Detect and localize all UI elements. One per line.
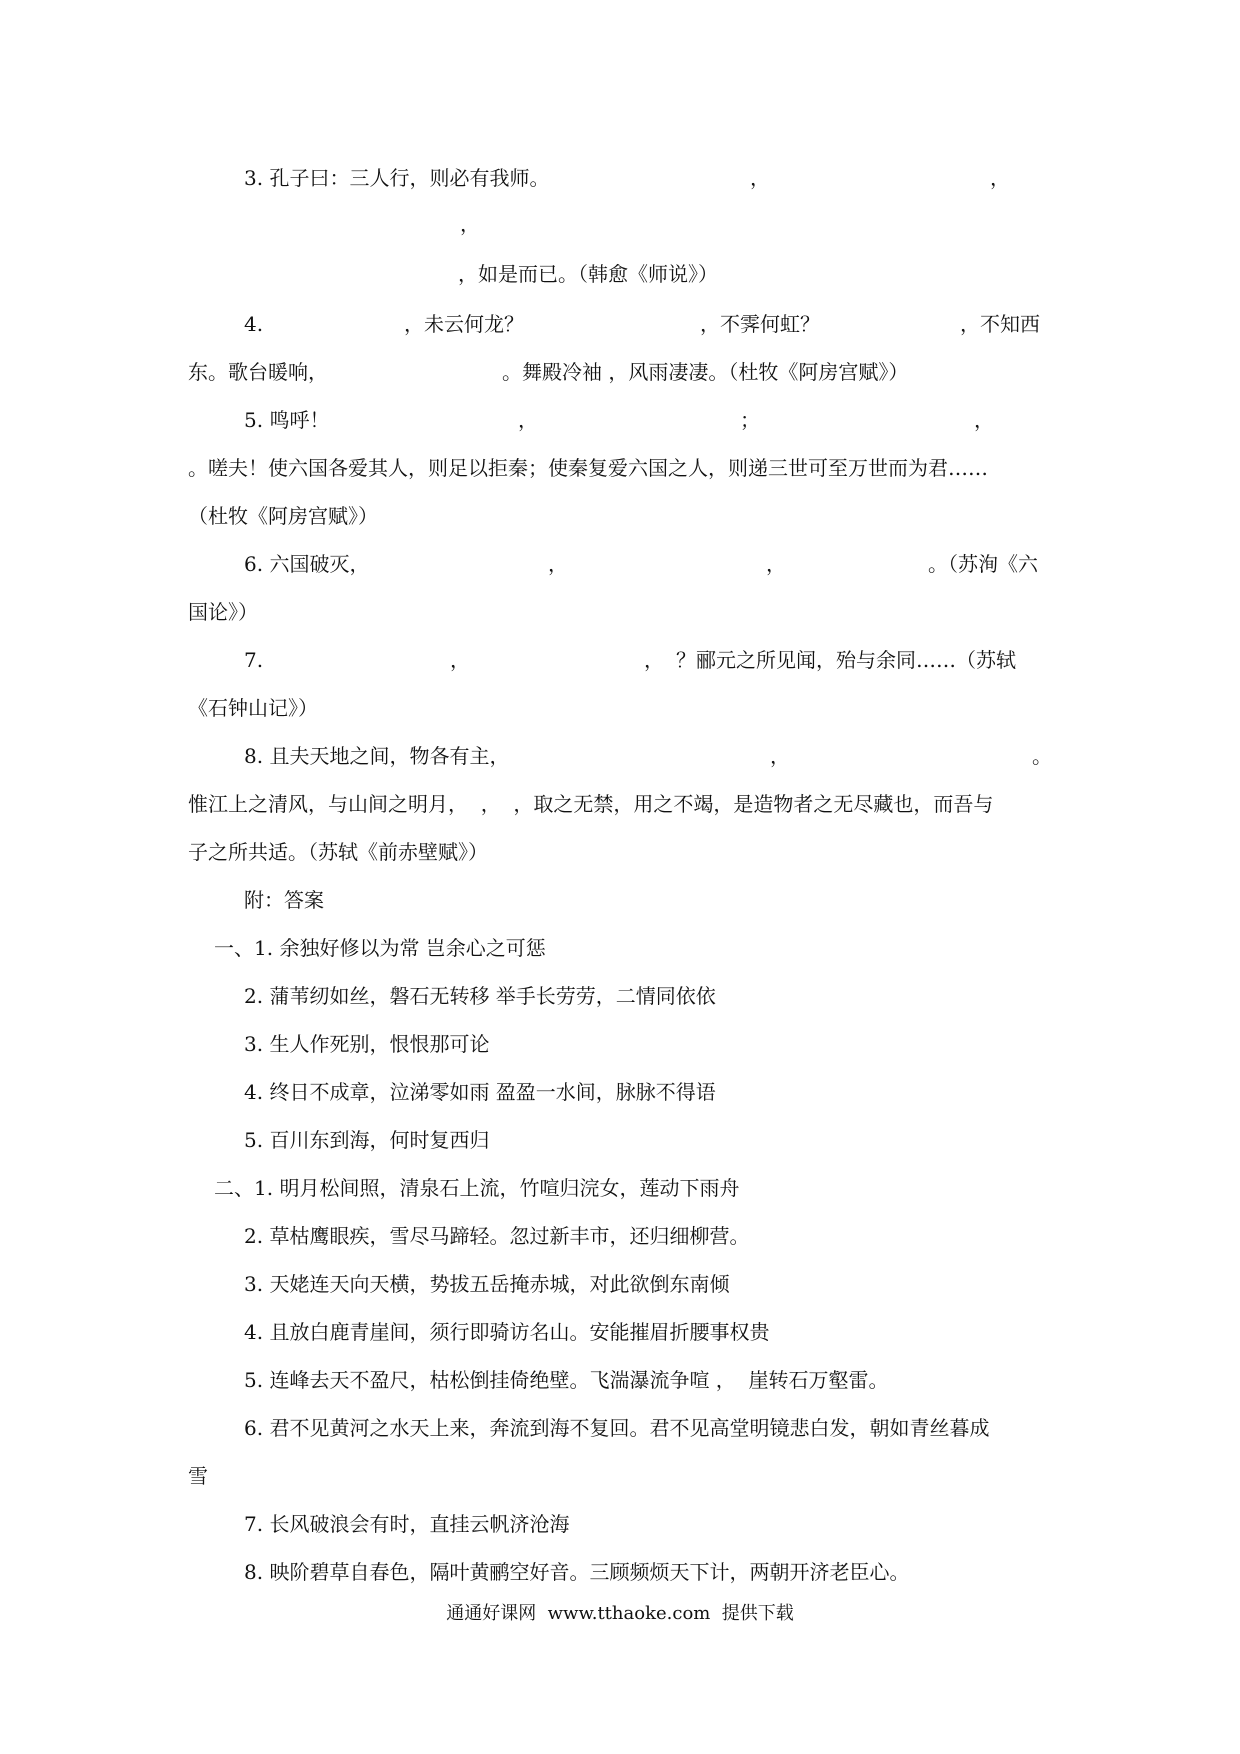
answer-line: 二、1. 明月松间照，清泉石上流，竹喧归浣女，莲动下雨舟 (214, 1176, 740, 1200)
q7-rest: ？郦元之所见闻，殆与余同……（苏轼 (676, 648, 1016, 672)
q8-line2: 惟江上之清风，与山间之明月， ， ，取之无禁，用之不竭，是造物者之无尽藏也，而吾与 (188, 792, 994, 816)
q4-line2a: 东。歌台暖响， (188, 360, 328, 384)
q4-line2b: 。舞殿冷袖 ，风雨凄凄。（杜牧《阿房宫赋》） (502, 360, 909, 384)
q8-line3: 子之所共适。（苏轼《前赤壁赋》） (188, 840, 488, 864)
q6-comma2: ， (766, 552, 786, 576)
q6-comma1: ， (548, 552, 568, 576)
q8-comma1: ， (770, 744, 790, 768)
q4-part3: ，不知西 (960, 312, 1040, 336)
q5-semicolon: ； (740, 408, 760, 432)
answer-line: 5. 百川东到海，何时复西归 (244, 1128, 490, 1152)
answer-line: 4. 终日不成章，泣涕零如雨 盈盈一水间，脉脉不得语 (244, 1080, 716, 1104)
q4-part2: ，不霁何虹？ (700, 312, 820, 336)
q3-comma2: ， (990, 166, 1010, 190)
answer-line: 3. 天姥连天向天横，势拔五岳掩赤城，对此欲倒东南倾 (244, 1272, 730, 1296)
q6-line1: 6. 六国破灭， (244, 552, 370, 576)
answer-line: 7. 长风破浪会有时，直挂云帆济沧海 (244, 1512, 570, 1536)
q3-line3: ，如是而已。（韩愈《师说》） (458, 262, 718, 286)
answer-line: 2. 草枯鹰眼疾，雪尽马蹄轻。忽过新丰市，还归细柳营。 (244, 1224, 750, 1248)
q5-comma2: ， (974, 408, 994, 432)
q3-comma1: ， (750, 166, 770, 190)
q5-comma1: ， (518, 408, 538, 432)
q6-end: 。（苏洵《六 (928, 552, 1038, 576)
q7-number: 7. (244, 648, 264, 672)
q5-line2: 。嗟夫！使六国各爱其人，则足以拒秦；使秦复爱六国之人，则递三世可至万世而为君…… (188, 456, 988, 480)
answer-line: 雪 (188, 1464, 208, 1488)
q5-line1: 5. 鸣呼！ (244, 408, 330, 432)
answer-line: 2. 蒲苇纫如丝，磐石无转移 举手长劳劳，二情同依依 (244, 984, 716, 1008)
q7-comma1: ， (450, 648, 470, 672)
answers-heading: 附：答案 (244, 888, 324, 912)
q6-line2: 国论》） (188, 600, 258, 624)
q5-line3: （杜牧《阿房宫赋》） (188, 504, 378, 528)
q7-comma2: ， (644, 648, 664, 672)
q3-line1: 3. 孔子曰：三人行，则必有我师。 (244, 166, 550, 190)
answer-line: 一、1. 余独好修以为常 岂余心之可惩 (214, 936, 546, 960)
q7-line2: 《石钟山记》） (188, 696, 318, 720)
q4-number: 4. (244, 312, 264, 336)
page-footer: 通通好课网 www.tthaoke.com 提供下载 (446, 1603, 794, 1624)
q4-part1: ，未云何龙？ (404, 312, 524, 336)
q8-period: 。 (1032, 744, 1052, 768)
q8-line1: 8. 且夫天地之间，物各有主， (244, 744, 510, 768)
answer-line: 5. 连峰去天不盈尺，枯松倒挂倚绝壁。飞湍瀑流争喧 ， 崖转石万壑雷。 (244, 1368, 889, 1392)
answer-line: 8. 映阶碧草自春色，隔叶黄鹂空好音。三顾频烦天下计，两朝开济老臣心。 (244, 1560, 910, 1584)
answer-line: 3. 生人作死别，恨恨那可论 (244, 1032, 490, 1056)
q3-comma3: ， (460, 212, 480, 236)
answer-line: 4. 且放白鹿青崖间，须行即骑访名山。安能摧眉折腰事权贵 (244, 1320, 770, 1344)
answer-line: 6. 君不见黄河之水天上来，奔流到海不复回。君不见高堂明镜悲白发，朝如青丝暮成 (244, 1416, 990, 1440)
